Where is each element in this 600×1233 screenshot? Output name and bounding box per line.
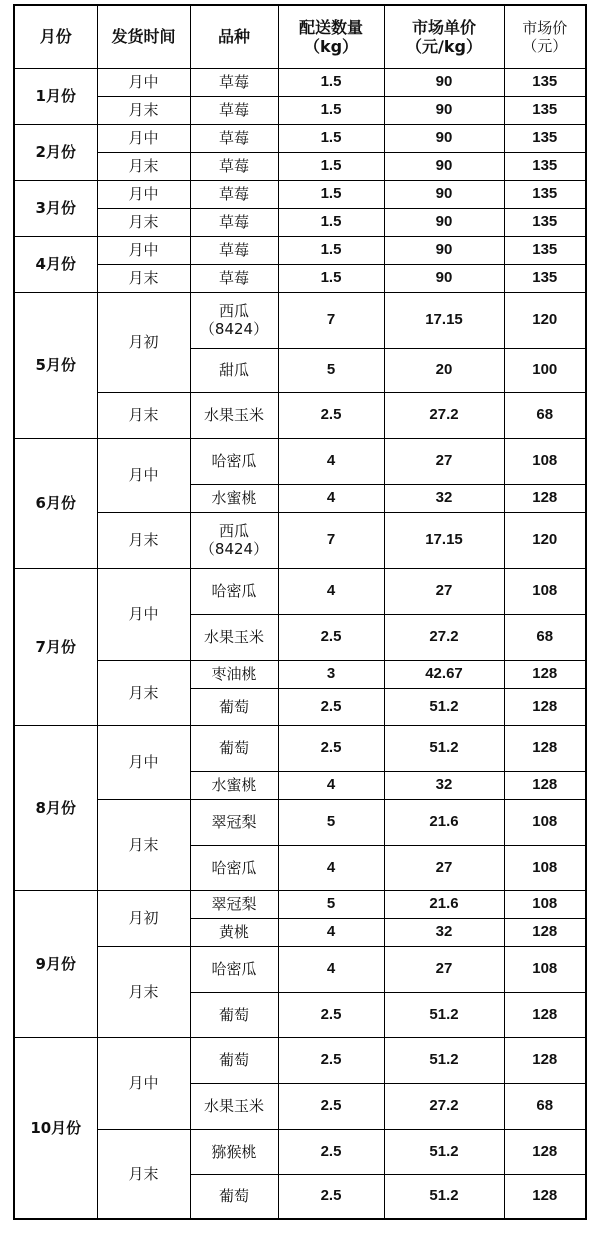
month-cell: 2月份 xyxy=(14,124,97,180)
header-unit-price-unit: （元/kg） xyxy=(406,36,482,56)
ship-time-cell: 月末 xyxy=(97,512,190,568)
quantity-cell: 4 xyxy=(278,438,384,484)
unit-price-cell: 51.2 xyxy=(384,1129,504,1174)
market-price-cell: 120 xyxy=(504,512,586,568)
unit-price-cell: 32 xyxy=(384,484,504,512)
header-market-price xyxy=(504,5,586,68)
variety-name: 西瓜 xyxy=(218,302,249,320)
unit-price-cell: 27.2 xyxy=(384,1083,504,1129)
delivery-schedule-table xyxy=(13,4,587,1220)
variety-cell: 葡萄 xyxy=(190,1174,278,1219)
ship-time-cell: 月末 xyxy=(97,152,190,180)
quantity-cell: 1.5 xyxy=(278,124,384,152)
market-price-cell: 108 xyxy=(504,438,586,484)
variety-cell: 哈密瓜 xyxy=(190,845,278,890)
header-ship-time: 发货时间 xyxy=(97,5,190,68)
ship-time-cell: 月末 xyxy=(97,96,190,124)
table-row xyxy=(14,799,586,845)
variety-cell: 草莓 xyxy=(190,180,278,208)
ship-time-cell: 月末 xyxy=(97,208,190,236)
market-price-cell: 128 xyxy=(504,771,586,799)
market-price-cell: 108 xyxy=(504,845,586,890)
month-cell: 10月份 xyxy=(14,1037,97,1219)
unit-price-cell: 17.15 xyxy=(384,512,504,568)
quantity-cell: 1.5 xyxy=(278,236,384,264)
market-price-cell: 135 xyxy=(504,152,586,180)
market-price-cell: 128 xyxy=(504,1129,586,1174)
unit-price-cell: 51.2 xyxy=(384,992,504,1037)
unit-price-cell: 21.6 xyxy=(384,799,504,845)
month-cell: 7月份 xyxy=(14,568,97,725)
month-cell: 6月份 xyxy=(14,438,97,568)
variety-cell: 水果玉米 xyxy=(190,614,278,660)
table-row xyxy=(14,438,586,484)
quantity-cell: 1.5 xyxy=(278,96,384,124)
quantity-cell: 2.5 xyxy=(278,1083,384,1129)
unit-price-cell: 27 xyxy=(384,946,504,992)
quantity-cell: 2.5 xyxy=(278,688,384,725)
quantity-cell: 2.5 xyxy=(278,1129,384,1174)
table-row xyxy=(14,392,586,438)
ship-time-cell: 月中 xyxy=(97,236,190,264)
table-row xyxy=(14,1037,586,1083)
unit-price-cell: 42.67 xyxy=(384,660,504,688)
header-market-price-unit: （元） xyxy=(522,36,568,55)
variety-cell xyxy=(190,512,278,568)
market-price-cell: 128 xyxy=(504,1037,586,1083)
market-price-cell: 68 xyxy=(504,1083,586,1129)
market-price-cell: 128 xyxy=(504,484,586,512)
variety-cell: 草莓 xyxy=(190,264,278,292)
quantity-cell: 4 xyxy=(278,771,384,799)
unit-price-cell: 32 xyxy=(384,771,504,799)
variety-cell: 甜瓜 xyxy=(190,348,278,392)
quantity-cell: 2.5 xyxy=(278,614,384,660)
quantity-cell: 4 xyxy=(278,845,384,890)
quantity-cell: 2.5 xyxy=(278,1174,384,1219)
ship-time-cell: 月末 xyxy=(97,392,190,438)
unit-price-cell: 17.15 xyxy=(384,292,504,348)
unit-price-cell: 90 xyxy=(384,208,504,236)
unit-price-cell: 27 xyxy=(384,568,504,614)
variety-cell: 黄桃 xyxy=(190,918,278,946)
quantity-cell: 1.5 xyxy=(278,264,384,292)
unit-price-cell: 21.6 xyxy=(384,890,504,918)
month-cell: 5月份 xyxy=(14,292,97,438)
variety-cell: 水蜜桃 xyxy=(190,771,278,799)
quantity-cell: 4 xyxy=(278,484,384,512)
unit-price-cell: 27.2 xyxy=(384,614,504,660)
month-cell: 4月份 xyxy=(14,236,97,292)
unit-price-cell: 51.2 xyxy=(384,1174,504,1219)
variety-cell: 葡萄 xyxy=(190,725,278,771)
quantity-cell: 1.5 xyxy=(278,68,384,96)
table-row xyxy=(14,68,586,96)
unit-price-cell: 20 xyxy=(384,348,504,392)
header-month: 月份 xyxy=(14,5,97,68)
market-price-cell: 135 xyxy=(504,124,586,152)
table-row xyxy=(14,180,586,208)
quantity-cell: 5 xyxy=(278,799,384,845)
market-price-cell: 135 xyxy=(504,236,586,264)
market-price-cell: 108 xyxy=(504,890,586,918)
variety-cell: 草莓 xyxy=(190,68,278,96)
variety-cell: 葡萄 xyxy=(190,688,278,725)
ship-time-cell: 月末 xyxy=(97,660,190,725)
variety-cell: 枣油桃 xyxy=(190,660,278,688)
unit-price-cell: 90 xyxy=(384,180,504,208)
quantity-cell: 5 xyxy=(278,890,384,918)
table-row xyxy=(14,1129,586,1174)
variety-cell: 哈密瓜 xyxy=(190,438,278,484)
market-price-cell: 108 xyxy=(504,799,586,845)
quantity-cell: 2.5 xyxy=(278,1037,384,1083)
ship-time-cell: 月末 xyxy=(97,799,190,890)
quantity-cell: 2.5 xyxy=(278,992,384,1037)
quantity-cell: 4 xyxy=(278,946,384,992)
table-row xyxy=(14,208,586,236)
market-price-cell: 120 xyxy=(504,292,586,348)
variety-cell: 翠冠梨 xyxy=(190,799,278,845)
unit-price-cell: 90 xyxy=(384,152,504,180)
market-price-cell: 128 xyxy=(504,1174,586,1219)
variety-cell: 草莓 xyxy=(190,236,278,264)
ship-time-cell: 月中 xyxy=(97,438,190,512)
variety-cell: 葡萄 xyxy=(190,1037,278,1083)
unit-price-cell: 32 xyxy=(384,918,504,946)
unit-price-cell: 90 xyxy=(384,264,504,292)
quantity-cell: 4 xyxy=(278,568,384,614)
market-price-cell: 128 xyxy=(504,992,586,1037)
table-row xyxy=(14,292,586,348)
table-row xyxy=(14,660,586,688)
header-variety: 品种 xyxy=(190,5,278,68)
quantity-cell: 3 xyxy=(278,660,384,688)
ship-time-cell: 月末 xyxy=(97,1129,190,1219)
header-row xyxy=(14,5,586,68)
unit-price-cell: 90 xyxy=(384,124,504,152)
unit-price-cell: 27.2 xyxy=(384,392,504,438)
unit-price-cell: 90 xyxy=(384,236,504,264)
variety-cell: 草莓 xyxy=(190,96,278,124)
variety-cell: 猕猴桃 xyxy=(190,1129,278,1174)
market-price-cell: 135 xyxy=(504,68,586,96)
quantity-cell: 7 xyxy=(278,512,384,568)
variety-cell: 水果玉米 xyxy=(190,392,278,438)
header-market-price-label: 市场价 xyxy=(522,18,568,37)
unit-price-cell: 27 xyxy=(384,438,504,484)
variety-name: 西瓜 xyxy=(218,522,249,540)
variety-cell: 水蜜桃 xyxy=(190,484,278,512)
market-price-cell: 100 xyxy=(504,348,586,392)
variety-subname: （8424） xyxy=(199,540,269,558)
variety-cell: 哈密瓜 xyxy=(190,946,278,992)
table-row xyxy=(14,512,586,568)
variety-cell: 水果玉米 xyxy=(190,1083,278,1129)
market-price-cell: 108 xyxy=(504,568,586,614)
header-quantity-unit: （kg） xyxy=(303,36,359,56)
market-price-cell: 135 xyxy=(504,96,586,124)
unit-price-cell: 27 xyxy=(384,845,504,890)
unit-price-cell: 51.2 xyxy=(384,688,504,725)
ship-time-cell: 月初 xyxy=(97,292,190,392)
quantity-cell: 7 xyxy=(278,292,384,348)
market-price-cell: 135 xyxy=(504,208,586,236)
ship-time-cell: 月末 xyxy=(97,946,190,1037)
table-row xyxy=(14,264,586,292)
header-unit-price xyxy=(384,5,504,68)
table-row xyxy=(14,946,586,992)
market-price-cell: 68 xyxy=(504,392,586,438)
quantity-cell: 2.5 xyxy=(278,392,384,438)
table-row xyxy=(14,568,586,614)
header-quantity xyxy=(278,5,384,68)
quantity-cell: 4 xyxy=(278,918,384,946)
variety-cell: 草莓 xyxy=(190,124,278,152)
ship-time-cell: 月中 xyxy=(97,725,190,799)
unit-price-cell: 90 xyxy=(384,68,504,96)
market-price-cell: 128 xyxy=(504,660,586,688)
quantity-cell: 5 xyxy=(278,348,384,392)
table-row xyxy=(14,96,586,124)
unit-price-cell: 51.2 xyxy=(384,725,504,771)
market-price-cell: 68 xyxy=(504,614,586,660)
month-cell: 1月份 xyxy=(14,68,97,124)
quantity-cell: 1.5 xyxy=(278,180,384,208)
month-cell: 8月份 xyxy=(14,725,97,890)
unit-price-cell: 51.2 xyxy=(384,1037,504,1083)
month-cell: 3月份 xyxy=(14,180,97,236)
ship-time-cell: 月中 xyxy=(97,568,190,660)
market-price-cell: 128 xyxy=(504,688,586,725)
variety-cell xyxy=(190,292,278,348)
ship-time-cell: 月中 xyxy=(97,1037,190,1129)
table-row xyxy=(14,890,586,918)
market-price-cell: 128 xyxy=(504,918,586,946)
market-price-cell: 108 xyxy=(504,946,586,992)
ship-time-cell: 月初 xyxy=(97,890,190,946)
quantity-cell: 1.5 xyxy=(278,152,384,180)
table-row xyxy=(14,152,586,180)
table-row xyxy=(14,236,586,264)
market-price-cell: 135 xyxy=(504,180,586,208)
variety-cell: 哈密瓜 xyxy=(190,568,278,614)
variety-cell: 葡萄 xyxy=(190,992,278,1037)
quantity-cell: 2.5 xyxy=(278,725,384,771)
unit-price-cell: 90 xyxy=(384,96,504,124)
header-unit-price-label: 市场单价 xyxy=(411,17,476,37)
market-price-cell: 128 xyxy=(504,725,586,771)
table-row xyxy=(14,124,586,152)
ship-time-cell: 月末 xyxy=(97,264,190,292)
market-price-cell: 135 xyxy=(504,264,586,292)
variety-subname: （8424） xyxy=(199,320,269,338)
quantity-cell: 1.5 xyxy=(278,208,384,236)
variety-cell: 翠冠梨 xyxy=(190,890,278,918)
table-row xyxy=(14,725,586,771)
month-cell: 9月份 xyxy=(14,890,97,1037)
ship-time-cell: 月中 xyxy=(97,68,190,96)
variety-cell: 草莓 xyxy=(190,152,278,180)
ship-time-cell: 月中 xyxy=(97,180,190,208)
ship-time-cell: 月中 xyxy=(97,124,190,152)
header-quantity-label: 配送数量 xyxy=(298,17,363,37)
variety-cell: 草莓 xyxy=(190,208,278,236)
